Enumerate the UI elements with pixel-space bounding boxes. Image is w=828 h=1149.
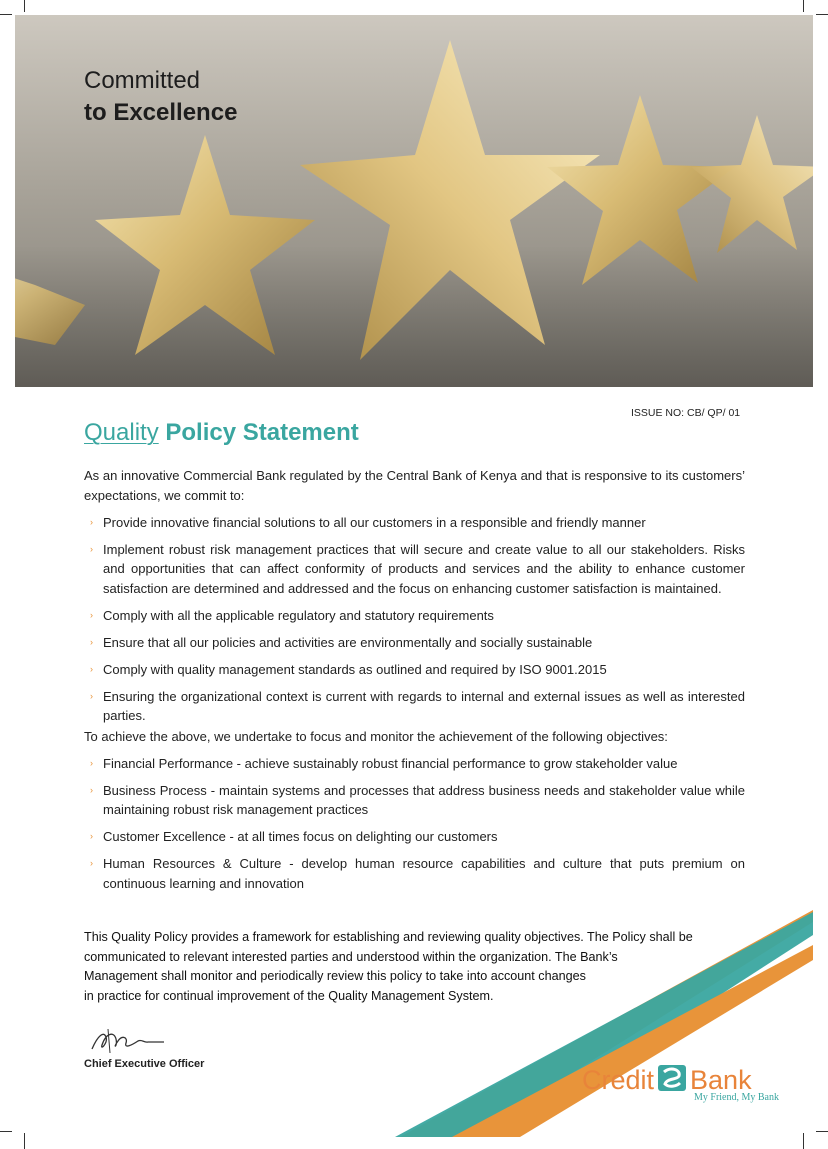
closing-line: This Quality Policy provides a framework for establishing and reviewing quality objectives. The Policy shall be [84,930,693,944]
list-item: › Human Resources & Culture - develop human resource capabilities and culture that puts premium on continuous learning and innovation [90,856,745,891]
heading-quality: Quality [84,419,159,446]
bullet-icon: › [90,543,93,554]
heading-policy-statement: Policy Statement [165,419,359,446]
hero-title-line2: to Excellence [84,99,238,126]
bullet-icon: › [90,690,93,701]
signatory-title: Chief Executive Officer [84,1058,205,1070]
bullet-icon: › [90,858,93,868]
list-item: › Comply with quality management standards as outlined and required by ISO 9001.2015 [84,660,745,680]
logo-tagline: My Friend, My Bank [694,1092,779,1103]
bullet-icon: › [90,757,93,768]
hero-title-line1: Committed [84,67,201,94]
list-item: › Ensure that all our policies and activities are environmentally and socially sustainable [84,633,745,653]
closing-line: in practice for continual improvement of the Quality Management System. [84,988,494,1003]
list-item: › Ensuring the organizational context is current with regards to internal and external issues as well as interested parties. [90,688,745,723]
signature-image [88,1027,168,1057]
list-item: › Provide innovative financial solutions to all our customers in a responsible and friendly manner [84,513,745,533]
intro-paragraph: As an innovative Commercial Bank regulated by the Central Bank of Kenya and that is responsive to its customers’ expectations, we commit to: [84,468,745,503]
bullet-icon: › [90,784,93,795]
bullet-icon: › [90,516,93,527]
logo-mark-icon [657,1064,687,1097]
logo-word-credit: Credit [582,1065,655,1095]
bullet-icon: › [90,636,93,647]
issue-number: ISSUE NO: CB/ QP/ 01 [631,407,741,419]
list-item: › Financial Performance - achieve sustainably robust financial performance to grow stakeholder value [84,754,745,774]
closing-line: communicated to relevant interested parties and understood within the organization. The Bank’s [84,949,618,964]
logo-word-bank: Bank [690,1065,752,1095]
closing-line: Management shall monitor and periodically review this policy to take into account changes [84,969,586,983]
list-item: › Implement robust risk management practices that will secure and create value to all our stakeholders. Risks and opportunities that can affect conformity of products and services and the ability to enhance customer satisfaction are determined and addressed and the focus on enhancing customer satisfaction is maintained. [90,541,745,596]
list-item: › Comply with all the applicable regulatory and statutory requirements [84,606,745,626]
closing-paragraph [84,928,744,1006]
bullet-icon: › [90,663,93,674]
list-item: › Business Process - maintain systems and processes that address business needs and stakeholder value while maintaining robust risk management practices [90,782,745,817]
objectives-intro: To achieve the above, we undertake to focus and monitor the achievement of the following objectives: [84,728,668,744]
list-item: › Customer Excellence - at all times focus on delighting our customers [84,827,745,847]
bullet-icon: › [90,831,93,841]
bullet-icon: › [90,609,93,620]
